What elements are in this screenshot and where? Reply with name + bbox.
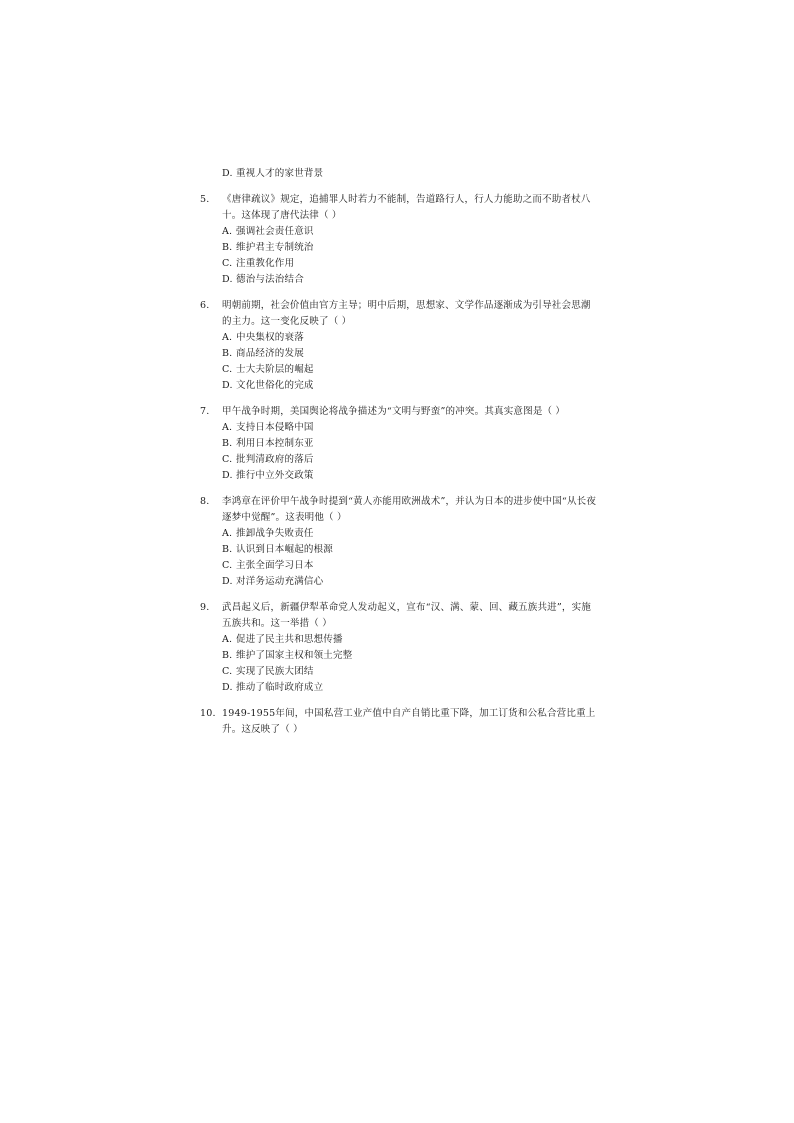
option-text: 推动了临时政府成立 (236, 682, 324, 693)
question-9 (200, 600, 600, 696)
question-number: 5. (200, 194, 210, 205)
option-b (200, 542, 600, 558)
question-stem (200, 298, 600, 330)
option-label: B. (222, 348, 233, 359)
question-stem (200, 192, 600, 224)
option-b (200, 240, 600, 256)
option-d (200, 680, 600, 696)
question-5 (200, 192, 600, 288)
question-text: 李鸿章在评价甲午战争时提到“黄人亦能用欧洲战术”，并认为日本的进步使中国“从长夜逐梦中觉醒”。这表明他（ ） (222, 496, 597, 523)
option-text: 推行中立外交政策 (236, 470, 314, 481)
option-label: A. (222, 422, 233, 433)
option-label: D. (222, 576, 233, 587)
option-text: 重视人才的家世背景 (236, 168, 324, 179)
question-number: 10. (200, 708, 216, 719)
option-label: A. (222, 226, 233, 237)
option-c (200, 558, 600, 574)
option-text: 中央集权的衰落 (236, 332, 304, 343)
option-text: 对洋务运动充满信心 (236, 576, 324, 587)
question-text: 明朝前期，社会价值由官方主导；明中后期，思想家、文学作品逐渐成为引导社会思潮的主力。这一变化反映了（ ） (222, 300, 591, 327)
option-label: B. (222, 544, 233, 555)
option-label: D. (222, 380, 233, 391)
question-text: 1949-1955年间，中国私营工业产值中自产自销比重下降，加工订货和公私合营比重上升。这反映了（ ） (222, 708, 596, 735)
option-text: 士大夫阶层的崛起 (236, 364, 314, 375)
option-label: A. (222, 634, 233, 645)
option-text: 主张全面学习日本 (236, 560, 314, 571)
question-6 (200, 298, 600, 394)
option-label: C. (222, 364, 233, 375)
option-text: 文化世俗化的完成 (236, 380, 314, 391)
question-stem (200, 404, 600, 420)
option-a (200, 420, 600, 436)
option-label: D. (222, 682, 233, 693)
question-8 (200, 494, 600, 590)
option-label: D. (222, 168, 233, 179)
question-number: 6. (200, 300, 210, 311)
question-number: 8. (200, 496, 210, 507)
option-c (200, 452, 600, 468)
question-text: 武昌起义后，新疆伊犁革命党人发动起义，宣布“汉、满、蒙、回、藏五族共进”，实施五族共和。这一举措（ ） (222, 602, 592, 629)
question-stem (200, 706, 600, 738)
option-b (200, 648, 600, 664)
option-text: 实现了民族大团结 (236, 666, 314, 677)
option-text: 强调社会责任意识 (236, 226, 314, 237)
option-a (200, 526, 600, 542)
option-d-previous-question (200, 166, 600, 182)
option-text: 推卸战争失败责任 (236, 528, 314, 539)
option-label: A. (222, 332, 233, 343)
option-d (200, 378, 600, 394)
option-text: 支持日本侵略中国 (236, 422, 314, 433)
option-label: A. (222, 528, 233, 539)
question-text: 《唐律疏议》规定，追捕罪人时若力不能制，告道路行人，行人力能助之而不助者杖八十。这体现了唐代法律（ ） (222, 194, 591, 221)
option-d (200, 574, 600, 590)
option-text: 维护了国家主权和领土完整 (236, 650, 353, 661)
question-10 (200, 706, 600, 738)
option-label: C. (222, 258, 233, 269)
option-label: D. (222, 470, 233, 481)
option-a (200, 632, 600, 648)
option-label: D. (222, 274, 233, 285)
question-stem (200, 600, 600, 632)
option-label: B. (222, 438, 233, 449)
option-label: C. (222, 454, 233, 465)
question-number: 9. (200, 602, 210, 613)
question-list (200, 166, 600, 748)
option-text: 商品经济的发展 (236, 348, 304, 359)
option-c (200, 664, 600, 680)
question-stem (200, 494, 600, 526)
option-d (200, 272, 600, 288)
option-label: B. (222, 242, 233, 253)
option-text: 认识到日本崛起的根源 (236, 544, 334, 555)
question-number: 7. (200, 406, 210, 417)
option-c (200, 362, 600, 378)
option-text: 维护君主专制统治 (236, 242, 314, 253)
option-a (200, 224, 600, 240)
question-text: 甲午战争时期，美国舆论将战争描述为“文明与野蛮”的冲突。其真实意图是（ ） (222, 406, 566, 417)
option-label: C. (222, 560, 233, 571)
option-text: 促进了民主共和思想传播 (236, 634, 343, 645)
option-b (200, 346, 600, 362)
option-b (200, 436, 600, 452)
option-text: 注重教化作用 (236, 258, 295, 269)
option-c (200, 256, 600, 272)
option-text: 批判清政府的落后 (236, 454, 314, 465)
question-7 (200, 404, 600, 484)
option-text: 德治与法治结合 (236, 274, 304, 285)
option-a (200, 330, 600, 346)
option-label: B. (222, 650, 233, 661)
option-label: C. (222, 666, 233, 677)
option-d (200, 468, 600, 484)
option-text: 利用日本控制东亚 (236, 438, 314, 449)
